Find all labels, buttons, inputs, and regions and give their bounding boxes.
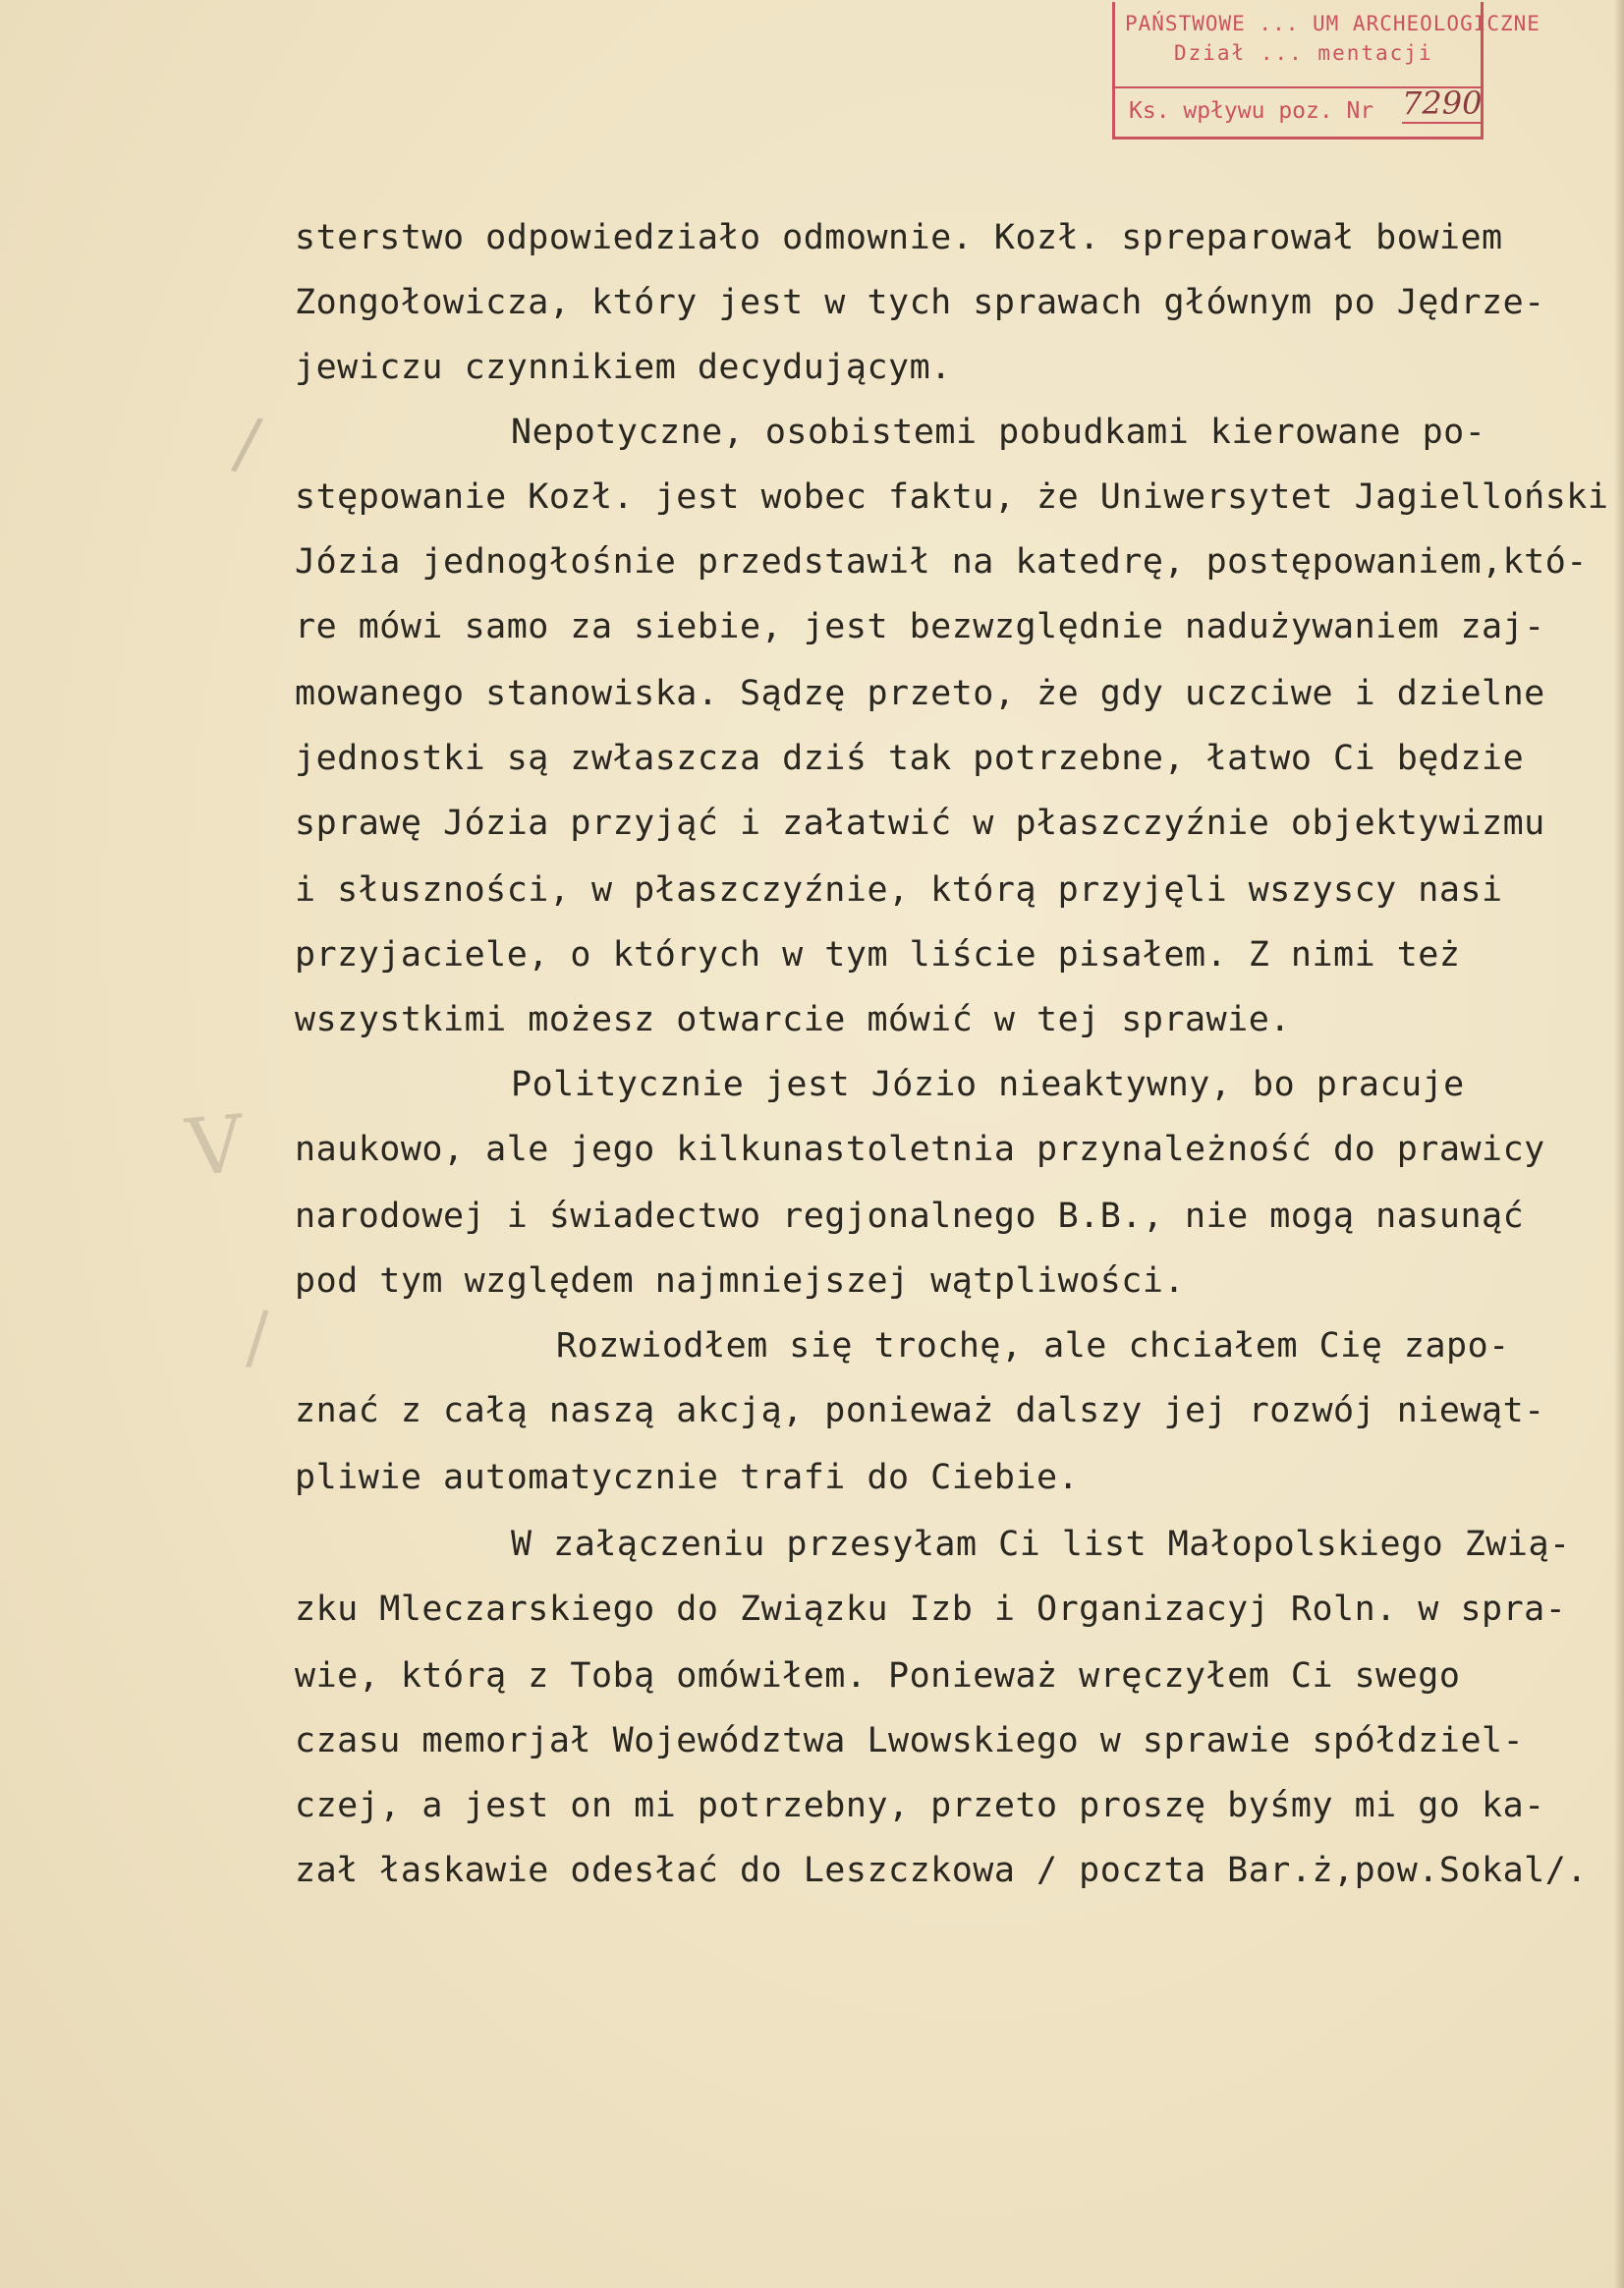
text-line: zku Mleczarskiego do Związku Izb i Organizacyj Roln. w spra-: [295, 1590, 1567, 1629]
stamp-register-label: Ks. wpływu poz. Nr: [1129, 98, 1374, 124]
text-line: naukowo, ale jego kilkunastoletnia przynależność do prawicy: [295, 1130, 1545, 1169]
text-line: narodowej i świadectwo regjonalnego B.B., nie mogą nasunąć: [295, 1197, 1525, 1236]
text-line: W załączeniu przesyłam Ci list Małopolskiego Zwią-: [511, 1525, 1571, 1564]
text-line: Rozwiodłem się trochę, ale chciałem Cię zapo-: [556, 1326, 1510, 1366]
text-line: zał łaskawie odesłać do Leszczkowa / poczta Bar.ż,pow.Sokal/.: [295, 1851, 1588, 1890]
text-line: przyjaciele, o których w tym liście pisałem. Z nimi też: [295, 935, 1461, 975]
paper-edge-shadow: [1614, 0, 1624, 2288]
text-line: czej, a jest on mi potrzebny, przeto proszę byśmy mi go ka-: [295, 1786, 1545, 1825]
archive-stamp: [1112, 2, 1540, 140]
text-line: jewiczu czynnikiem decydującym.: [295, 348, 952, 387]
text-line: stępowanie Kozł. jest wobec faktu, że Uniwersytet Jagielloński: [295, 477, 1609, 517]
margin-pencil-mark: /: [229, 401, 266, 485]
text-line: znać z całą naszą akcją, ponieważ dalszy jej rozwój niewąt-: [295, 1391, 1545, 1430]
text-line: wie, którą z Tobą omówiłem. Ponieważ wręczyłem Ci swego: [295, 1656, 1461, 1696]
margin-pencil-mark: /: [246, 1297, 269, 1377]
stamp-department: Dział ... mentacji: [1174, 41, 1433, 65]
text-line: czasu memorjał Województwa Lwowskiego w sprawie spółdziel-: [295, 1721, 1525, 1760]
text-line: Nepotyczne, osobistemi pobudkami kierowane po-: [511, 413, 1486, 452]
stamp-institution: PAŃSTWOWE ... UM ARCHEOLOGICZNE: [1125, 12, 1540, 35]
margin-pencil-mark: V: [183, 1097, 248, 1195]
text-line: jednostki są zwłaszcza dziś tak potrzebne, łatwo Ci będzie: [295, 739, 1525, 778]
stamp-register-number: 7290: [1402, 84, 1483, 122]
text-line: mowanego stanowiska. Sądzę przeto, że gdy uczciwe i dzielne: [295, 674, 1545, 713]
text-line: pliwie automatycznie trafi do Ciebie.: [295, 1458, 1080, 1497]
text-line: sterstwo odpowiedziało odmownie. Kozł. spreparował bowiem: [295, 218, 1503, 257]
text-line: pod tym względem najmniejszej wątpliwości.: [295, 1261, 1186, 1301]
text-line: Józia jednogłośnie przedstawił na katedrę, postępowaniem,któ-: [295, 542, 1588, 582]
text-line: Zongołowicza, który jest w tych sprawach głównym po Jędrze-: [295, 283, 1545, 322]
text-line: wszystkimi możesz otwarcie mówić w tej sprawie.: [295, 1000, 1291, 1039]
text-line: i słuszności, w płaszczyźnie, którą przyjęli wszyscy nasi: [295, 870, 1503, 910]
text-line: sprawę Józia przyjąć i załatwić w płaszczyźnie objektywizmu: [295, 804, 1545, 843]
text-line: re mówi samo za siebie, jest bezwzględnie nadużywaniem zaj-: [295, 607, 1545, 646]
text-line: Politycznie jest Józio nieaktywny, bo pracuje: [511, 1065, 1465, 1104]
